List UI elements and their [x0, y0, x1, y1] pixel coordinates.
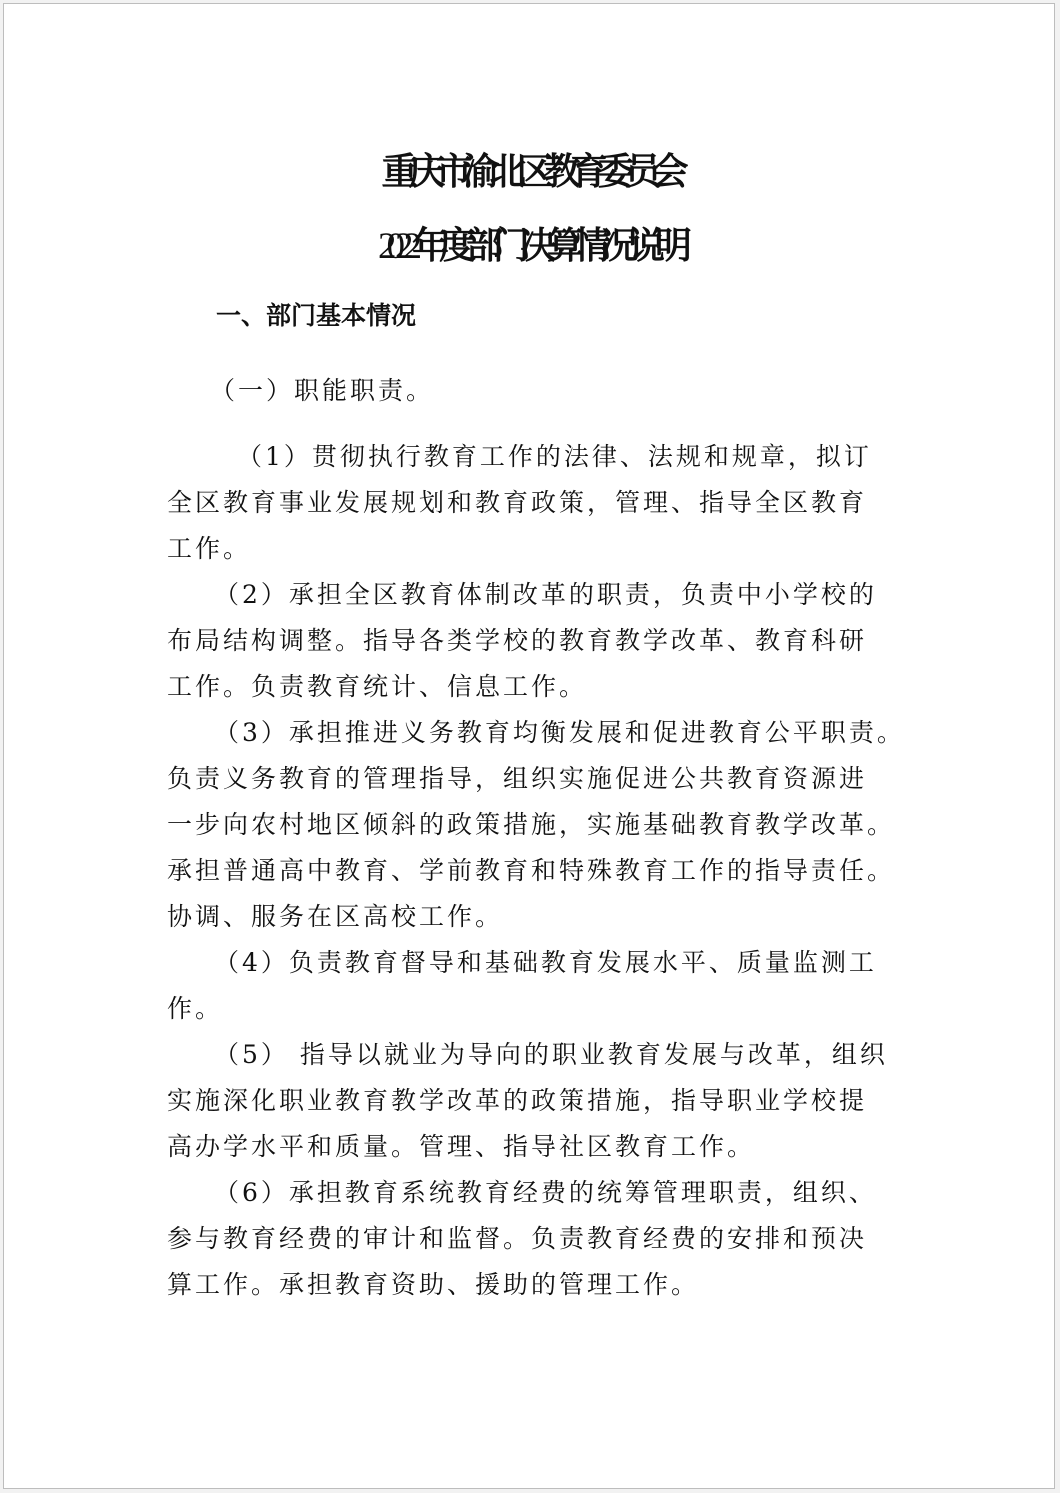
section-heading-basic-info: 一、部门基本情况: [216, 301, 417, 330]
paragraph-6-line-3: 算工作。承担教育资助、援助的管理工作。: [167, 1270, 700, 1299]
paragraph-5-line-3: 高办学水平和质量。管理、指导社区教育工作。: [167, 1132, 756, 1161]
paragraph-4-line-2: 作。: [167, 994, 224, 1023]
paragraph-6-line-1: （6）承担教育系统教育经费的统筹管理职责，组织、: [214, 1178, 877, 1207]
paragraph-3-line-4: 承担普通高中教育、学前教育和特殊教育工作的指导责任。: [167, 856, 896, 885]
paragraph-3-line-5: 协调、服务在区高校工作。: [167, 902, 504, 931]
paragraph-1-line-1: （1）贯彻执行教育工作的法律、法规和规章，拟订: [237, 442, 872, 471]
paragraph-4-line-1: （4）负责教育督导和基础教育发展水平、质量监测工: [214, 948, 877, 977]
paragraph-5-line-1: （5） 指导以就业为导向的职业教育发展与改革，组织: [214, 1040, 888, 1069]
paragraph-2-line-2: 布局结构调整。指导各类学校的教育教学改革、教育科研: [167, 626, 868, 655]
paragraph-3-line-1: （3）承担推进义务教育均衡发展和促进教育公平职责。: [214, 718, 905, 747]
paragraph-3-line-2: 负责义务教育的管理指导，组织实施促进公共教育资源进: [167, 764, 868, 793]
paragraph-2-line-3: 工作。负责教育统计、信息工作。: [167, 672, 588, 701]
document-title-line-2: [4, 215, 1056, 269]
paragraph-6-line-2: 参与教育经费的审计和监督。负责教育经费的安排和预决: [167, 1224, 868, 1253]
title-year: 2022: [378, 226, 412, 267]
document-page: [3, 3, 1055, 1489]
paragraph-5-line-2: 实施深化职业教育教学改革的政策措施，指导职业学校提: [167, 1086, 868, 1115]
subsection-heading-duties: （一）职能职责。: [210, 376, 435, 405]
paragraph-3-line-3: 一步向农村地区倾斜的政策措施，实施基础教育教学改革。: [167, 810, 896, 839]
paragraph-1-line-3: 工作。: [167, 534, 252, 563]
paragraph-1-line-2: 全区教育事业发展规划和教育政策，管理、指导全区教育: [167, 488, 868, 517]
document-title-line-1: 重庆市渝北区教育委员会: [381, 150, 679, 193]
title-rest: 年度部门决算情况说明: [412, 224, 682, 267]
paragraph-2-line-1: （2）承担全区教育体制改革的职责，负责中小学校的: [214, 580, 877, 609]
